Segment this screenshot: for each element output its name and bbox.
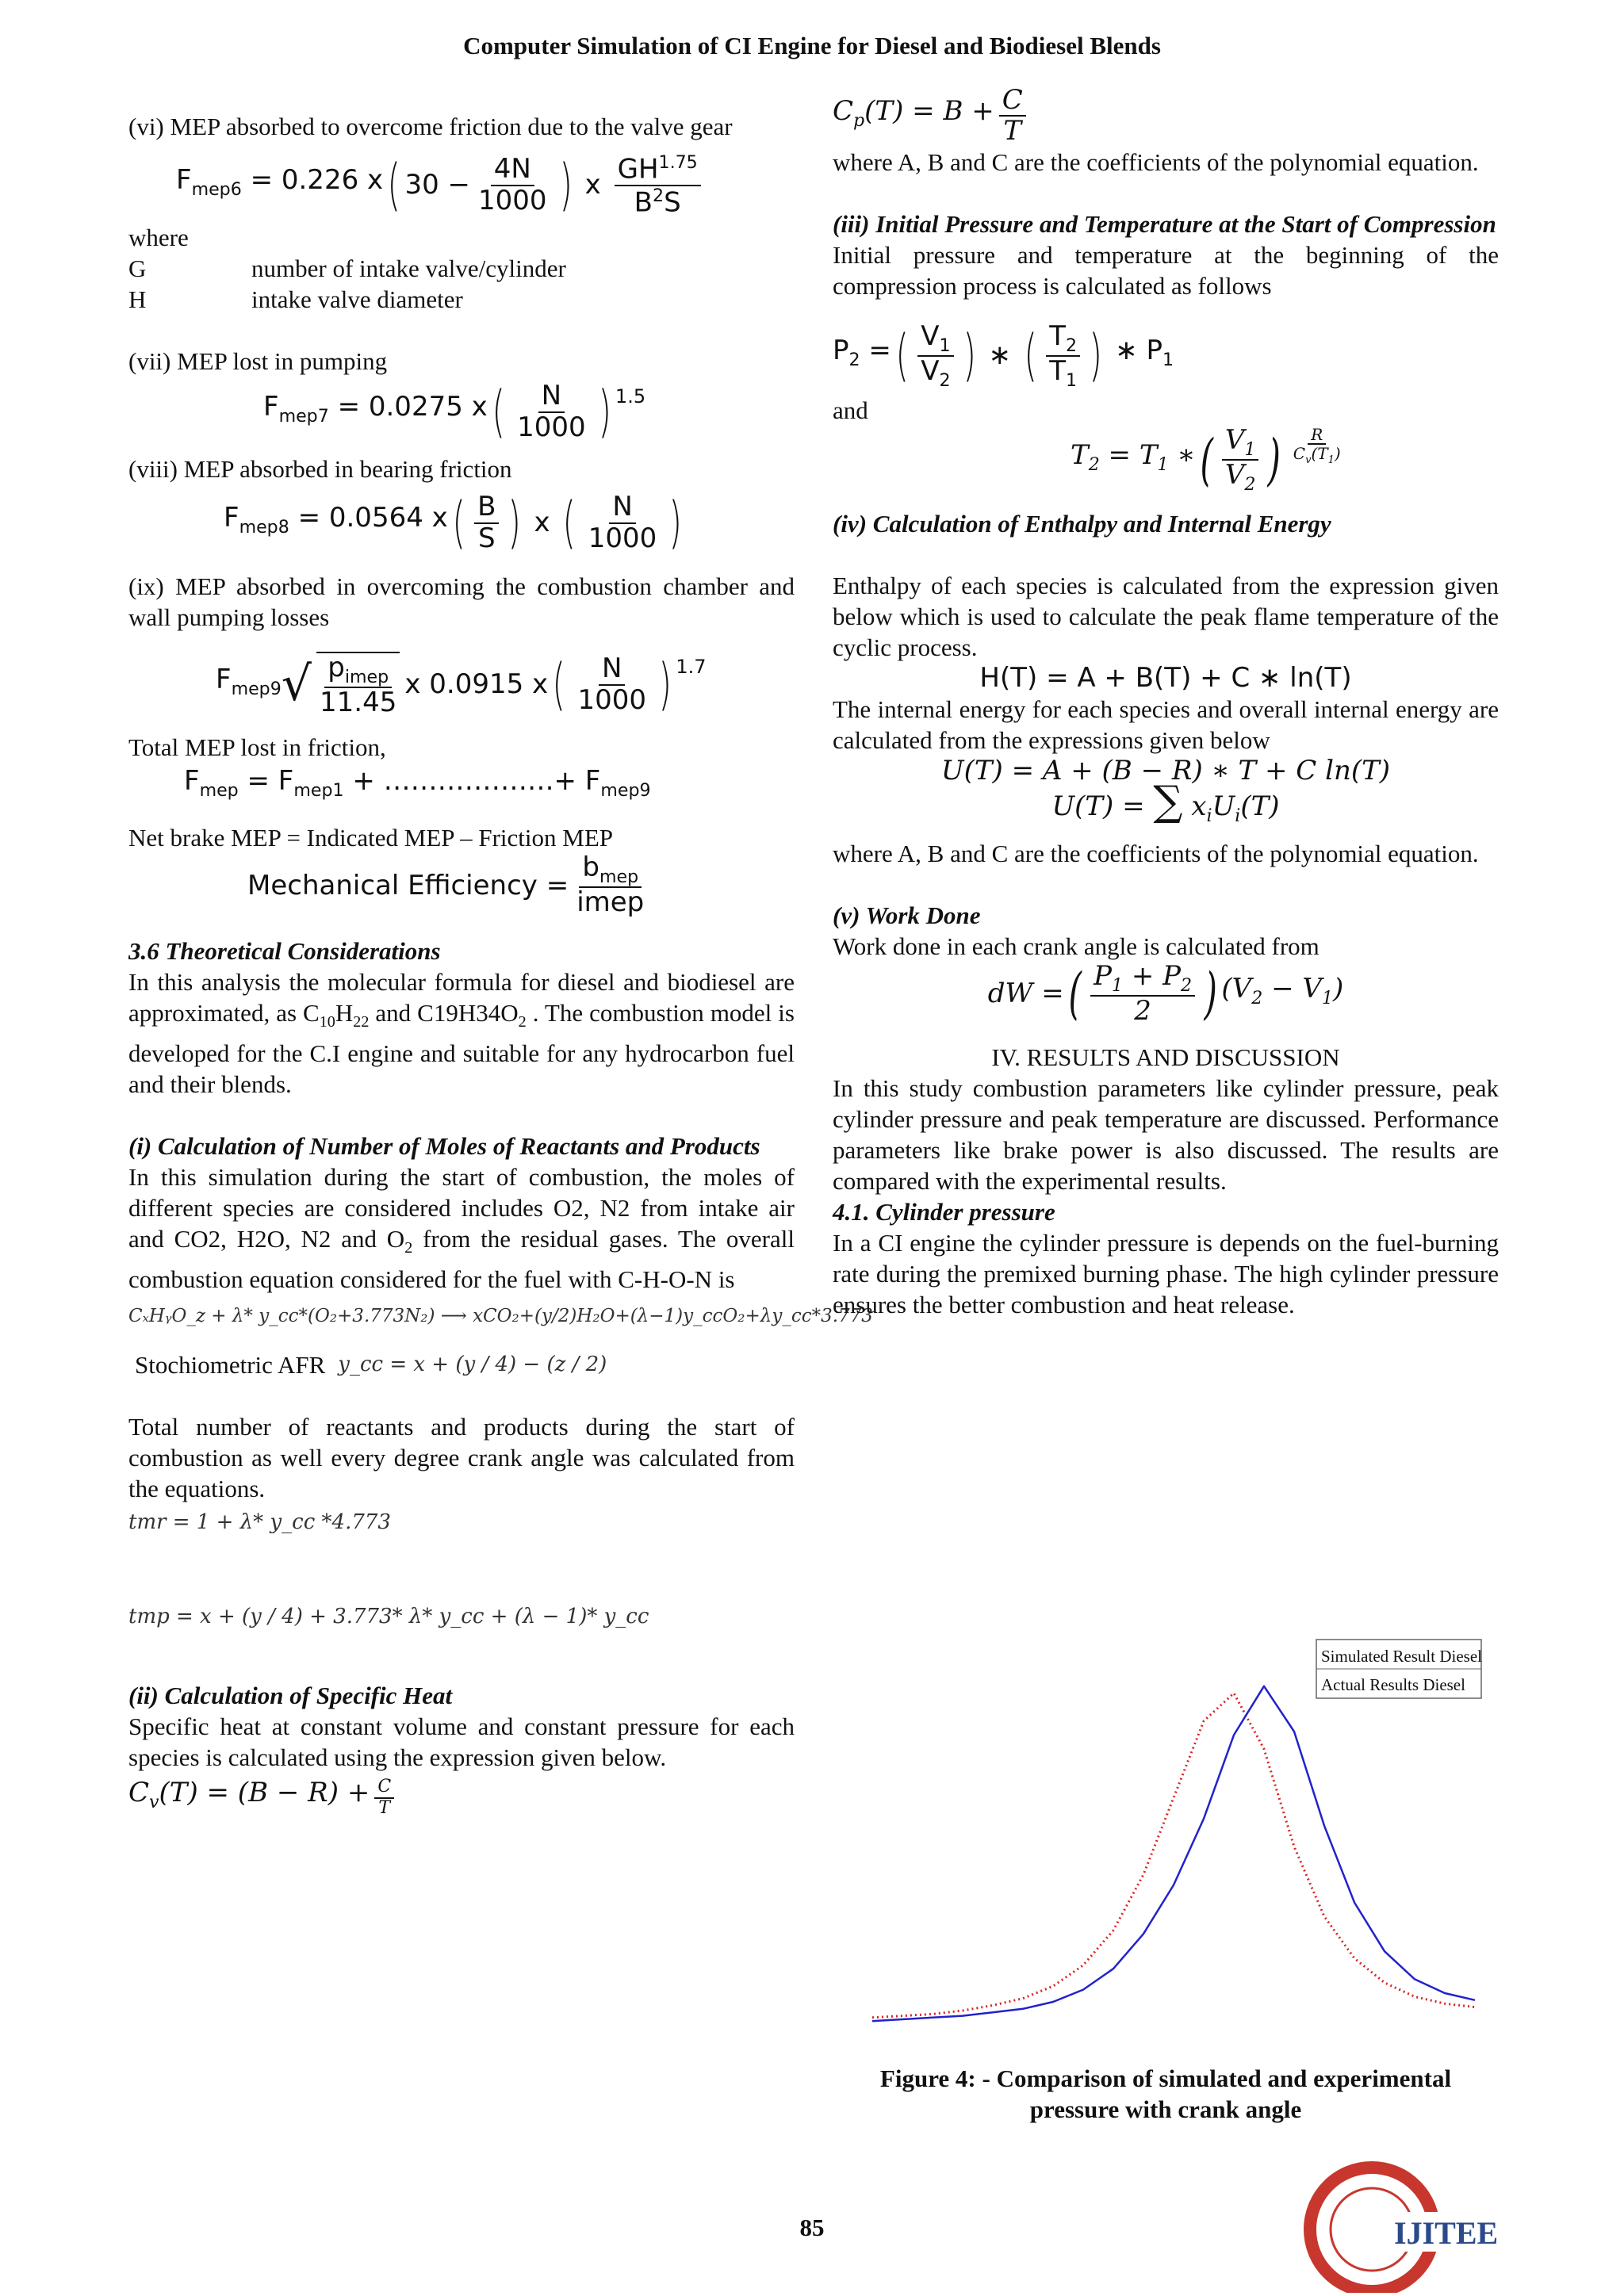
def-row-h: H intake valve diameter: [128, 285, 463, 314]
para-pumping: (vii) MEP lost in pumping: [128, 347, 388, 376]
para-valve-gear: (vi) MEP absorbed to overcome friction due to the valve gear: [128, 113, 733, 140]
afr-row: [135, 1349, 795, 1380]
equation-fmep6: $F_{mep6} = 0.226$ x ( 30 − $\frac{4N}{1000}$ ) x $\frac{GH^{1.75}}{B^2S}$: [176, 153, 795, 217]
equation-internal-energy-sum: U(T) = ∑ $x_iU_i(T)$: [1051, 778, 1280, 826]
equation-combustion: CₓHᵧO_z + λ* y_cc*(O₂+3.773N₂) ⟶ xCO₂+(y/2)H₂O+(λ−1)y_ccO₂+λy_cc*3.773: [128, 1306, 873, 1327]
equation-work: dW = ( $\frac{P_1 + P_2}{2}$ ) $(V_2 - V_1)$: [987, 959, 1344, 1027]
pressure-chart: [856, 1632, 1491, 2044]
chart-legend: [1316, 1640, 1482, 1698]
equation-p2: $P_2$ = ( $\frac{V_1}{V_2}$ ) ∗ ( $\frac{T_2}{T_1}$ ) ∗ $P_1$: [833, 320, 1174, 391]
afr-equation: y_cc = x + (y / 4) − (z / 2): [338, 1353, 607, 1377]
equation-enthalpy: H(T) = A + B(T) + C ∗ ln(T): [979, 662, 1352, 695]
para-reactants: Total number of reactants and products during the start of combustion as well every degree crank angle was calculated from the equations.: [128, 1413, 795, 1503]
equation-tmr: tmr = 1 + λ* y_cc *4.773: [128, 1510, 391, 1535]
heading-specific-heat: (ii) Calculation of Specific Heat: [128, 1682, 453, 1710]
heading-moles: (i) Calculation of Number of Moles of Reactants and Products: [128, 1131, 760, 1160]
afr-label: Stochiometric AFR: [135, 1351, 326, 1380]
legend-sim-label: Simulated Result Diesel: [1321, 1647, 1482, 1666]
heading-enthalpy: (iv) Calculation of Enthalpy and Internal Energy: [833, 510, 1331, 538]
para-combustion-chamber: (ix) MEP absorbed in overcoming the combustion chamber and wall pumping losses: [128, 572, 795, 631]
ijitee-logo: [1300, 2150, 1507, 2293]
para-bearing: (viii) MEP absorbed in bearing friction: [128, 455, 512, 484]
para-cylinder-pressure: In a CI engine the cylinder pressure is depends on the fuel-burning rate during the premixed burning phase. The high cylinder pressure ensures the better combustion and heat release.: [833, 1229, 1499, 1319]
legend-act-label: Actual Results Diesel: [1321, 1675, 1465, 1694]
equation-mech-efficiency: Mechanical Efficiency = $\frac{b_{mep}}{\text{imep}}$: [247, 851, 645, 919]
equation-t2: $T_2 = T_1$ ∗ ( $\frac{V_1}{V_2}$ ) $\frac{R}{C_v(T_1)}$: [1071, 423, 1341, 495]
and-label: and: [833, 396, 868, 424]
para-total-mep: Total MEP lost in friction,: [128, 733, 386, 762]
where-label: where: [128, 224, 189, 252]
equation-cp: $C_p(T) = B$ + $\frac{C}{T}$: [833, 86, 1499, 147]
equation-cv: $C_v(T) = (B - R)$ + $\frac{C}{T}$: [128, 1777, 795, 1818]
para-net-brake: Net brake MEP = Indicated MEP – Friction MEP: [128, 824, 613, 852]
series-line-simulated: [872, 1693, 1475, 2018]
para-initial-pressure: Initial pressure and temperature at the beginning of the compression process is calculated as follows: [833, 240, 1499, 300]
series-line-actual: [872, 1686, 1475, 2021]
heading-initial-pressure: (iii) Initial Pressure and Temperature at the Start of Compression: [833, 209, 1496, 238]
def-row-g: G number of intake valve/cylinder: [128, 254, 566, 283]
para-results: In this study combustion parameters like cylinder pressure, peak cylinder pressure and peak temperature are discussed. Performance parameters like brake power is also discussed. The results are compared with the experimental results.: [833, 1074, 1499, 1196]
left-column: [128, 111, 873, 1818]
para-internal-energy: The internal energy for each species and overall internal energy are calculated from the expressions given below: [833, 695, 1499, 755]
heading-3-6: 3.6 Theoretical Considerations: [128, 936, 441, 965]
para-moles: In this simulation during the start of combustion, the moles of different species are considered includes O2, N2 from intake air and CO2, H2O, N2 and $O_2$ from the residual gases. The overall combustion equation considered for the fuel with C-H-O-N is: [128, 1162, 795, 1294]
right-column: [833, 86, 1499, 1320]
logo-text: IJITEE: [1394, 2215, 1499, 2251]
heading-cylinder-pressure: 4.1. Cylinder pressure: [833, 1198, 1055, 1226]
equation-tmp: tmp = x + (y / 4) + 3.773* λ* y_cc + (λ − 1)* y_cc: [128, 1605, 649, 1629]
equation-internal-energy: U(T) = A + (B − R) ∗ T + C ln(T): [940, 755, 1391, 787]
equation-fmep8: $F_{mep8} = 0.0564$ x ( $\frac{B}{S}$ ) x ( $\frac{N}{1000}$ ): [224, 490, 683, 556]
figure-caption: Figure 4: - Comparison of simulated and experimental pressure with crank angle: [879, 2064, 1452, 2123]
equation-fmep9: $F_{mep9}$ √ $\frac{p_{imep}}{11.45}$ x 0.0915 x ( $\frac{N}{1000}$ ) $^{1.7}$: [216, 652, 707, 719]
equation-fmep-total: $F_{mep} = F_{mep1}$ + ……………….+ $F_{mep9}$: [184, 765, 651, 802]
equation-fmep7: $F_{mep7} = 0.0275$ x ( $\frac{N}{1000}$ ) $^{1.5}$: [263, 379, 646, 445]
para-molecular-formula: In this analysis the molecular formula for diesel and biodiesel are approximated, as $C_{10}H_{22}$ and $C19H34O_2$ . The combustion model is developed for the C.I engine and suitable for any hydrocarbon fuel and their blends.: [128, 967, 795, 1098]
page-number: 85: [799, 2214, 825, 2241]
para-enthalpy: Enthalpy of each species is calculated from the expression given below which is used to calculate the peak flame temperature of the cyclic process.: [833, 572, 1499, 662]
section-heading-results: IV. RESULTS AND DISCUSSION: [991, 1043, 1340, 1072]
running-header: Computer Simulation of CI Engine for Diesel and Biodiesel Blends: [463, 32, 1161, 59]
para-coefficients-2: where A, B and C are the coefficients of the polynomial equation.: [833, 839, 1479, 867]
para-coefficients-1: where A, B and C are the coefficients of the polynomial equation.: [833, 147, 1479, 176]
para-work-done: Work done in each crank angle is calculated from: [833, 932, 1320, 960]
para-specific-heat: Specific heat at constant volume and constant pressure for each species is calculated using the expression given below.: [128, 1712, 795, 1772]
heading-work-done: (v) Work Done: [833, 901, 981, 929]
